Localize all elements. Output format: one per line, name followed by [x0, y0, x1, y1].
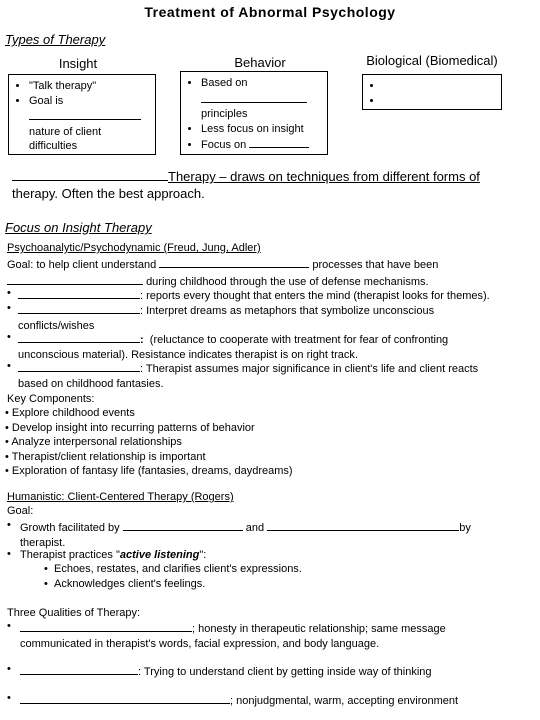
psycho-goal: Goal: to help client understand processes that have been during childhood through the use of defense mechanisms.	[7, 256, 537, 289]
psycho-b1-bullet: •	[7, 287, 11, 299]
behavior-item-focus: • Focus on	[201, 136, 321, 153]
key-component-item: • Analyze interpersonal relationships	[5, 436, 182, 448]
quality-1-bullet: •	[7, 620, 11, 632]
psycho-dream-analysis: : Interpret dreams as metaphors that symbolize unconscious conflicts/wishes	[18, 302, 538, 333]
quality-empathy: : Trying to understand client by getting inside way of thinking	[20, 663, 535, 680]
quality-unconditional-regard: ; nonjudgmental, warm, accepting environment	[20, 692, 535, 709]
qualities-heading: Three Qualities of Therapy:	[7, 607, 141, 619]
psycho-b4-bullet: •	[7, 360, 11, 372]
eclectic-definition: Therapy – draws on techniques from different forms of therapy. Often the best approach.	[12, 169, 480, 201]
humanistic-growth: Growth facilitated by and by therapist.	[20, 519, 535, 550]
behavior-based-blank	[201, 91, 307, 103]
focus-heading: Focus on Insight Therapy	[5, 220, 152, 235]
page-title: Treatment of Abnormal Psychology	[144, 4, 396, 20]
key-component-item: • Develop insight into recurring patterns of behavior	[5, 421, 255, 434]
humanistic-g2-bullet: •	[7, 548, 11, 560]
insight-item-goal: • Goal is nature of client difficulties	[29, 94, 149, 154]
humanistic-heading: Humanistic: Client-Centered Therapy (Rogers)	[7, 491, 234, 503]
insight-heading: Insight	[58, 56, 98, 71]
psycho-transference: : Therapist assumes major significance in client's life and client reacts based on childhood fantasies.	[18, 360, 538, 391]
quality-genuineness: ; honesty in therapeutic relationship; same message communicated in therapist's words, facial expression, and body language.	[20, 620, 535, 651]
biological-item-1	[383, 79, 495, 94]
eclectic-blank	[12, 169, 168, 181]
biological-heading: Biological (Biomedical)	[366, 53, 498, 68]
biological-item-2	[383, 94, 495, 109]
behavior-heading: Behavior	[234, 55, 286, 70]
psycho-heading: Psychoanalytic/Psychodynamic (Freud, Jung, Adler)	[7, 242, 261, 254]
behavior-focus-blank	[249, 136, 309, 148]
humanistic-active-listening: Therapist practices "active listening":	[20, 549, 207, 561]
key-components-list	[5, 406, 525, 479]
key-component-item: • Exploration of fantasy life (fantasies, dreams, daydreams)	[5, 465, 293, 477]
behavior-item-based: • Based on principles	[201, 76, 321, 122]
psycho-b2-bullet: •	[7, 302, 11, 314]
quality-3-bullet: •	[7, 692, 11, 704]
humanistic-sublist	[44, 562, 524, 591]
biological-box	[362, 74, 502, 110]
insight-item-talk: • "Talk therapy"	[29, 79, 149, 94]
psycho-b3-bullet: •	[7, 331, 11, 343]
humanistic-sub-item: • Acknowledges client's feelings.	[44, 577, 206, 590]
insight-goal-blank	[29, 108, 141, 120]
humanistic-goal-label: Goal:	[7, 505, 34, 517]
key-components-heading: Key Components:	[7, 393, 95, 405]
psycho-free-association: : reports every thought that enters the mind (therapist looks for themes).	[18, 287, 538, 304]
types-heading: Types of Therapy	[5, 32, 106, 47]
key-component-item: • Therapist/client relationship is important	[5, 450, 206, 463]
psycho-resistance: : (reluctance to cooperate with treatment for fear of confronting unconscious material). Resistance indicates therapist is on right track.	[18, 331, 538, 362]
key-component-item: • Explore childhood events	[5, 407, 135, 419]
humanistic-g1-bullet: •	[7, 519, 11, 531]
humanistic-sub-item: • Echoes, restates, and clarifies client's expressions.	[44, 563, 302, 575]
behavior-item-less: • Less focus on insight	[201, 122, 321, 137]
behavior-box	[180, 71, 328, 155]
quality-2-bullet: •	[7, 663, 11, 675]
insight-box	[8, 74, 156, 155]
